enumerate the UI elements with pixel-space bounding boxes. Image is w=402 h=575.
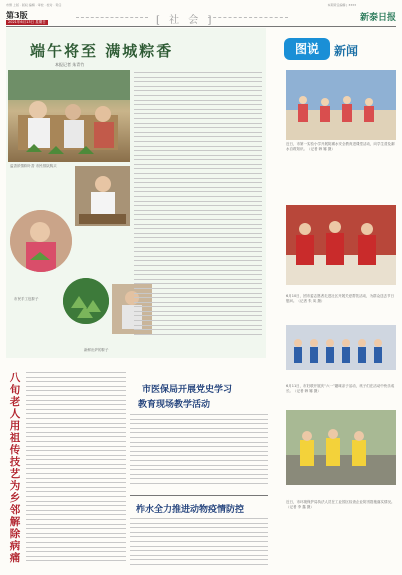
- mid-story-divider: [130, 495, 268, 496]
- feature-body-text: [134, 72, 262, 344]
- tushuo-news-logo: [284, 35, 396, 65]
- header-divider-right: [208, 17, 288, 18]
- tushuo-box-label: 图说: [284, 38, 330, 60]
- news-photo-caption-4: 近日，市环境保护局执法人员在工业园区检查企业防汛措施落实情况。（记者 李 鑫 摄）: [286, 500, 395, 509]
- classroom-illustration: [286, 70, 396, 140]
- newspaper-logo: 新泰日报: [359, 13, 396, 23]
- news-photo-caption-3: 6月11日，市妇联开展庆“六一”趣味亲子活动，孩子们在活动中快乐成长。（记者 韩 娜 摄）: [286, 384, 395, 393]
- volunteers-illustration: [286, 205, 396, 285]
- side-story-body-text: [26, 372, 126, 570]
- feature-text-lines: [134, 72, 262, 335]
- woman-wrapping-illustration: [10, 210, 72, 272]
- feature-photo-market: [8, 70, 130, 162]
- mid-story-1-headline-line-2: 教育现场教学活动: [138, 400, 211, 410]
- header-divider-left: [76, 17, 148, 18]
- news-photo-4: [286, 410, 396, 485]
- mid-story-2-body-text: [130, 518, 268, 570]
- news-photo-3: [286, 325, 396, 370]
- page-number-label: 第3版: [6, 10, 28, 20]
- news-photo-1: [286, 70, 396, 140]
- mid-story-1-body-text: [130, 414, 268, 492]
- feature-photo-kitchen: [75, 166, 130, 226]
- feature-photo-caption-3: 新鲜出炉的粽子: [84, 348, 109, 352]
- date-badge: 2021年6月13日 星期日: [8, 20, 46, 24]
- zongzi-basket-illustration: [63, 278, 109, 324]
- feature-photo-circle: [10, 210, 72, 272]
- mid-story-2-headline: 柞水全力推进动物疫情防控: [136, 505, 245, 515]
- feature-photo-caption-1: 溢香浓情粽叶香 市民排队购买: [10, 164, 57, 168]
- section-title: [ 社 会 ]: [156, 15, 215, 26]
- feature-headline: 端午将至 满城粽香: [30, 42, 174, 60]
- inspection-illustration: [286, 410, 396, 485]
- news-photo-2: [286, 205, 396, 285]
- news-photo-caption-2: 6月10日，团市委志愿者走进社区开展关爱帮扶活动，为群众送去节日慰问。（记者 朱 凤 摄）: [286, 294, 395, 303]
- mid-story-1-headline-line-1: 市医保局开展党史学习: [142, 385, 233, 395]
- children-activity-illustration: [286, 325, 396, 370]
- tushuo-word: 新闻: [334, 44, 359, 58]
- page-header: [6, 3, 396, 25]
- header-rule: [6, 26, 396, 27]
- market-scene-illustration: [8, 70, 130, 162]
- kitchen-illustration: [75, 166, 130, 226]
- header-top-strip: 市情 上版 · 版权 编辑 · 审校 · 校对 · 责任: [6, 3, 62, 7]
- side-story-vertical-headline: 八旬老人用祖传技艺为乡邻解除病痛: [9, 372, 21, 564]
- section-title-text: 社 会: [169, 15, 202, 26]
- feature-photo-caption-2: 市民手工包粽子: [14, 297, 39, 301]
- news-photo-caption-1: 近日，市第一实验小学开展防溺水安全教育进课堂活动，向学生普及溺水自救知识。（记者 韩 娜 摄）: [286, 142, 395, 151]
- header-top-right: 本期责任编辑 | 3333: [327, 3, 356, 7]
- feature-photo-bottom-left: [63, 278, 109, 324]
- feature-byline: 本报记者 朱青竹: [55, 62, 85, 67]
